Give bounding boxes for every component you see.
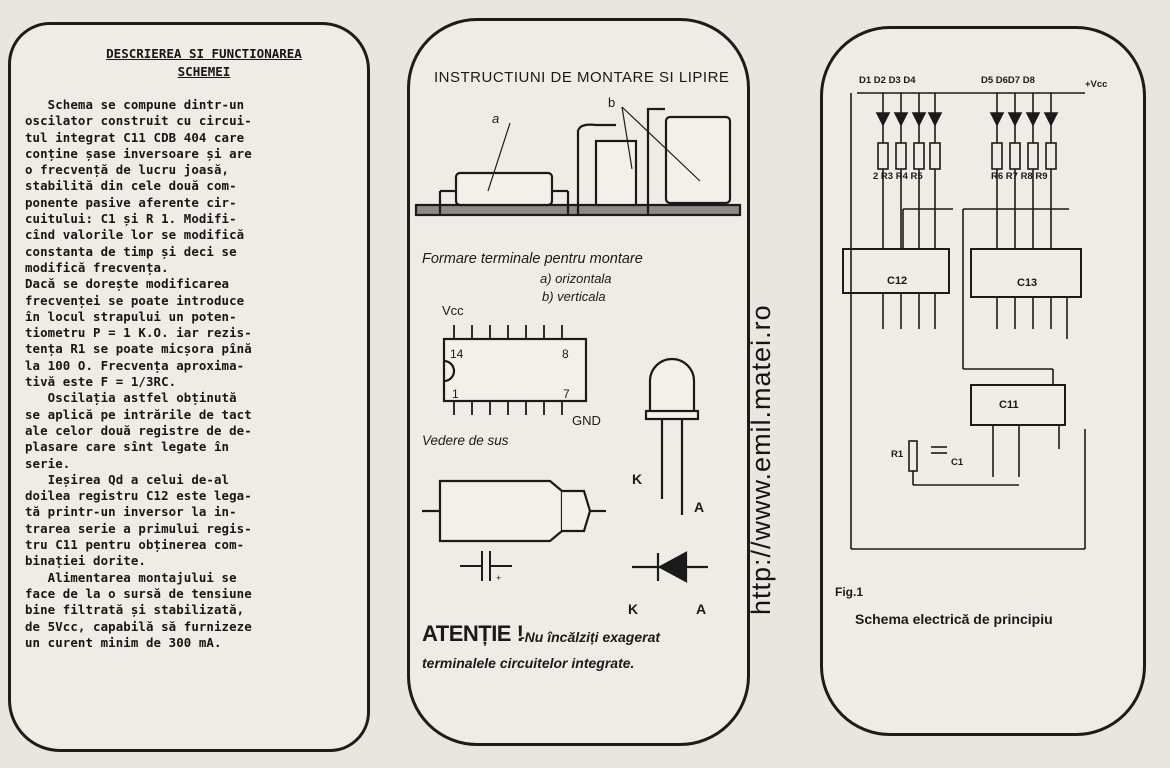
ic-c12-label: C12: [887, 275, 908, 287]
r1-label: R1: [891, 449, 904, 460]
description-title-line2: SCHEMEI: [177, 64, 231, 79]
ic-c13: [971, 249, 1081, 297]
option-vertical: b) verticala: [542, 289, 606, 304]
label-b: b: [608, 95, 616, 110]
vertical-capacitor: [666, 117, 730, 203]
c1-label: C1: [951, 457, 964, 468]
warning-text-2: terminalele circuitelor integrate.: [422, 655, 635, 671]
schematic-panel: [820, 26, 1146, 736]
resistors-right-label: R6 R7 R8 R9: [991, 171, 1048, 182]
description-title-line1: DESCRIEREA SI FUNCTIONAREA: [106, 46, 302, 61]
diode-body: [440, 481, 562, 541]
instructions-title: INSTRUCTIUNI DE MONTARE SI LIPIRE: [434, 69, 730, 86]
diode-symbol: [632, 553, 708, 581]
description-panel: [8, 22, 370, 752]
vcc-label: Vcc: [442, 303, 464, 318]
vertical-resistor: [596, 141, 636, 205]
pin-8-label: 8: [562, 347, 569, 361]
website-url: http://www.emil.matei.ro: [746, 304, 776, 615]
diode-anode-label: A: [696, 601, 707, 617]
mount-caption: Formare terminale pentru montare: [422, 251, 643, 267]
top-view-label: Vedere de sus: [422, 433, 509, 448]
description-title: [59, 45, 349, 81]
schematic-diagram: [823, 29, 1146, 736]
horizontal-resistor: [456, 173, 552, 205]
capacitor-plus-label: +: [496, 573, 502, 583]
pin-7-label: 7: [563, 387, 570, 401]
schematic-caption: Schema electrică de principiu: [855, 611, 1053, 627]
pin-1-label: 1: [452, 387, 459, 401]
diodes-left-label: D1 D2 D3 D4: [859, 75, 916, 86]
diodes-right-label: D5 D6D7 D8: [981, 75, 1035, 86]
instructions-panel: [407, 18, 750, 746]
supply-label: +Vcc: [1085, 79, 1108, 90]
gnd-label: GND: [572, 413, 601, 428]
ic-c11-label: C11: [999, 399, 1019, 411]
figure-number: Fig.1: [835, 585, 864, 599]
led-body: [650, 359, 694, 413]
diode-cathode-label: K: [628, 601, 639, 617]
label-a: a: [492, 111, 500, 126]
resistors-left-label: 2 R3 R4 R5: [873, 171, 923, 182]
resistor-r1: [909, 441, 917, 471]
option-horizontal: a) orizontala: [540, 271, 612, 286]
led-anode-label: A: [694, 499, 705, 515]
warning-title: ATENȚIE !: [422, 621, 524, 646]
pin-14-label: 14: [450, 347, 464, 361]
description-body: Schema se compune dintr-un oscilator construit cu circui- tul integrat C11 CDB 404 care conține șase inversoare și are o frecvență de lucru joasă, stabilită din cele două com- ponente pasive aferente cir- cuitului: C1 și R 1. Modifi- cînd valorile lor se modifică constanta de timp și deci se modifică frecvența. Dacă se dorește modificarea frecvenței se poate introduce în locul strapului un poten- tiometru P = 1 K.O. iar rezis- tența R1 se poate micșora pînă la 100 O. Frecvența aproxima- tivă este F = 1/3RC. Oscilația astfel obținută se aplică pe intrările de tact ale celor două registre de de- plasare care sînt legate în serie. Ieșirea Qd a celui de-al doilea registru C12 este lega- tă printr-un inversor la in- trarea serie a primului regis- tru C11 pentru obținerea com- binației dorite. Alimentarea montajului se face de la o sursă de tensiune bine filtrată și stabilizată, de 5Vcc, capabilă să furnizeze un curent minim de 300 mA.: [25, 97, 252, 650]
capacitor-symbol: [460, 551, 512, 581]
led-cathode-label: K: [632, 471, 643, 487]
warning-text-1: -Nu încălziți exagerat: [520, 629, 661, 645]
ic-c13-label: C13: [1017, 277, 1038, 289]
